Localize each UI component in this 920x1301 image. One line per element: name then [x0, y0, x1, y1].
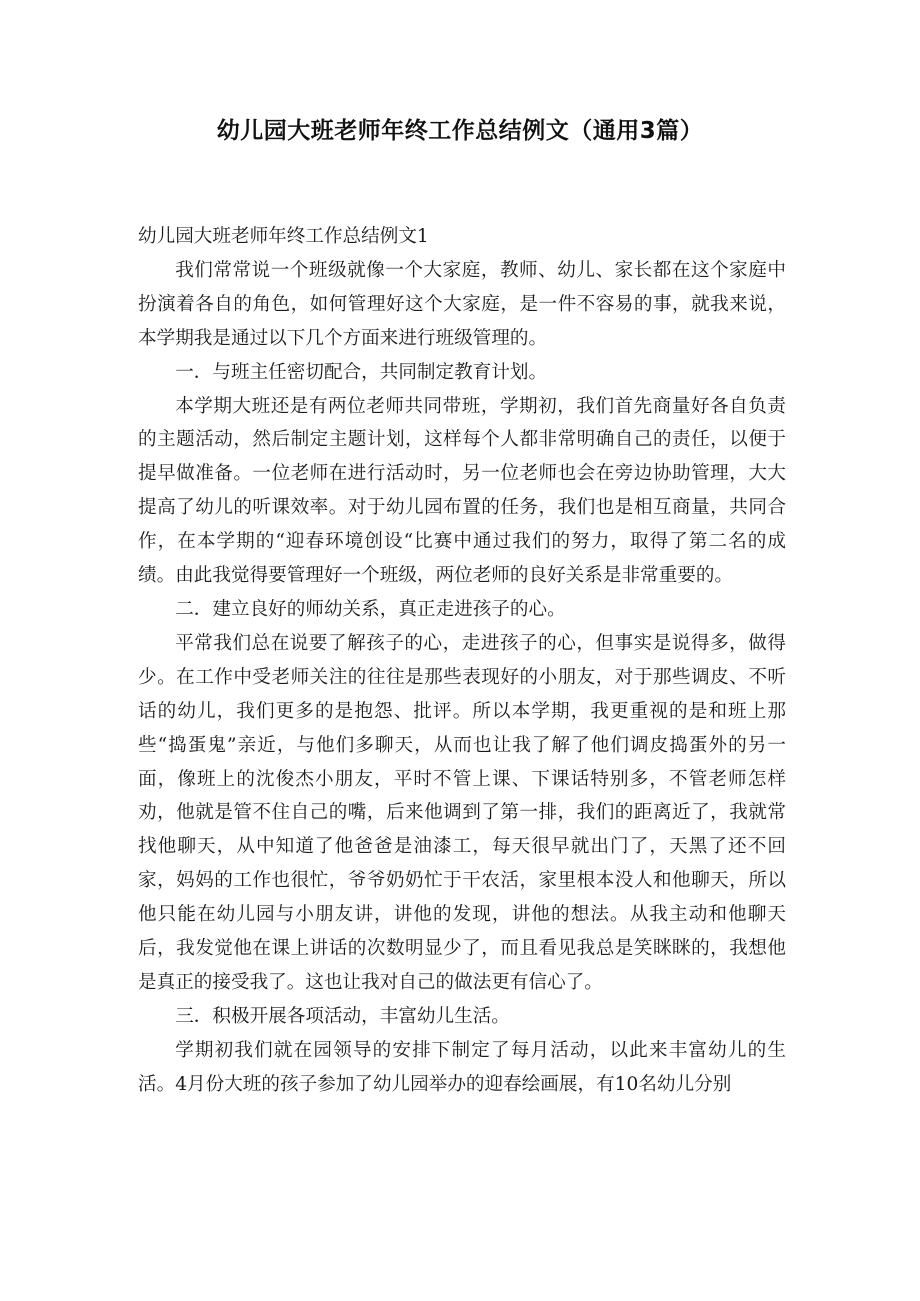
subheading-two: 二．建立良好的师幼关系，真正走进孩子的心。	[175, 598, 566, 620]
paragraph-relationship: 平常我们总在说要了解孩子的心，走进孩子的心，但事实是说得多，做得少。在工作中受老师关注的往往是那些表现好的小朋友，对于那些调皮、不听话的幼儿，我们更多的是抱怨、批评。所以本学期，我更重视的是和班上那些“捣蛋鬼”亲近，与他们多聊天，从而也让我了解了他们调皮捣蛋外的另一面，像班上的沈俊杰小朋友，平时不管上课、下课话特别多，不管老师怎样劝，他就是管不住自己的嘴，后来他调到了第一排，我们的距离近了，我就常找他聊天，从中知道了他爸爸是油漆工，每天很早就出门了，天黑了还不回家，妈妈的工作也很忙，爷爷奶奶忙于干农活，家里根本没人和他聊天，所以他只能在幼儿园与小朋友讲，讲他的发现，讲他的想法。从我主动和他聊天后，我发觉他在课上讲话的次数明显少了，而且看见我总是笑眯眯的，我想他是真正的接受我了。这也让我对自己的做法更有信心了。	[138, 632, 786, 993]
paragraph-cooperation: 本学期大班还是有两位老师共同带班，学期初，我们首先商量好各自负责的主题活动，然后制定主题计划，这样每个人都非常明确自己的责任，以便于提早做准备。一位老师在进行活动时，另一位老师也会在旁边协助管理，大大提高了幼儿的听课效率。对于幼儿园布置的任务，我们也是相互商量，共同合作，在本学期的“迎春环境创设“比赛中通过我们的努力，取得了第二名的成绩。由此我觉得要管理好一个班级，两位老师的良好关系是非常重要的。	[138, 395, 786, 587]
subheading-three: 三．积极开展各项活动，丰富幼儿生活。	[175, 1005, 510, 1027]
document-title: 幼儿园大班老师年终工作总结例文（通用3篇）	[216, 118, 704, 144]
paragraph-activities: 学期初我们就在园领导的安排下制定了每月活动，以此来丰富幼儿的生活。4月份大班的孩子参加了幼儿园举办的迎春绘画展，有10名幼儿分别	[138, 1039, 786, 1095]
document-body	[138, 220, 786, 1102]
section-heading: 幼儿园大班老师年终工作总结例文1	[138, 226, 429, 247]
subheading-one: 一．与班主任密切配合，共同制定教育计划。	[175, 361, 548, 383]
paragraph-intro: 我们常常说一个班级就像一个大家庭，教师、幼儿、家长都在这个家庭中扮演着各自的角色，如何管理好这个大家庭，是一件不容易的事，就我来说，本学期我是通过以下几个方面来进行班级管理的。	[138, 259, 786, 349]
